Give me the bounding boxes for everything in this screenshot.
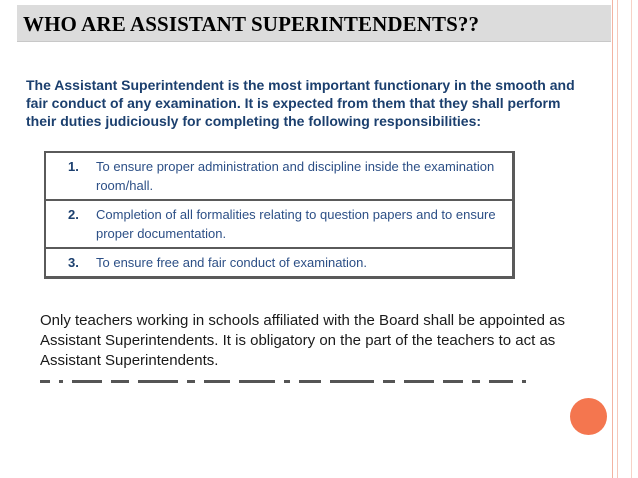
row-number: 1. [68, 159, 79, 174]
slide-title: WHO ARE ASSISTANT SUPERINTENDENTS?? [23, 12, 480, 36]
row-text: Completion of all formalities relating to question papers and to ensure proper documentation. [96, 207, 496, 241]
row-text: To ensure free and fair conduct of examination. [96, 255, 367, 270]
table-row [46, 153, 512, 199]
row-text: To ensure proper administration and discipline inside the examination room/hall. [96, 159, 495, 193]
accent-circle [570, 398, 607, 435]
table-row [46, 247, 512, 276]
decor-line [631, 0, 632, 478]
table-row [46, 199, 512, 247]
appointment-note: Only teachers working in schools affiliated with the Board shall be appointed as Assistant Superintendents. It is obligatory on the part of the teachers to act as Assistant Superintendents. [40, 312, 566, 369]
row-number: 3. [68, 255, 79, 270]
cropped-text-line [40, 376, 550, 384]
decor-line [612, 0, 613, 478]
title-bar [17, 5, 611, 42]
row-number: 2. [68, 207, 79, 222]
responsibilities-table [44, 151, 515, 279]
intro-paragraph: The Assistant Superintendent is the most important functionary in the smooth and fair conduct of any examination. It is expected from them that they shall perform their duties judiciously for completing the following responsibilities: [26, 77, 575, 129]
decor-line [617, 0, 618, 478]
